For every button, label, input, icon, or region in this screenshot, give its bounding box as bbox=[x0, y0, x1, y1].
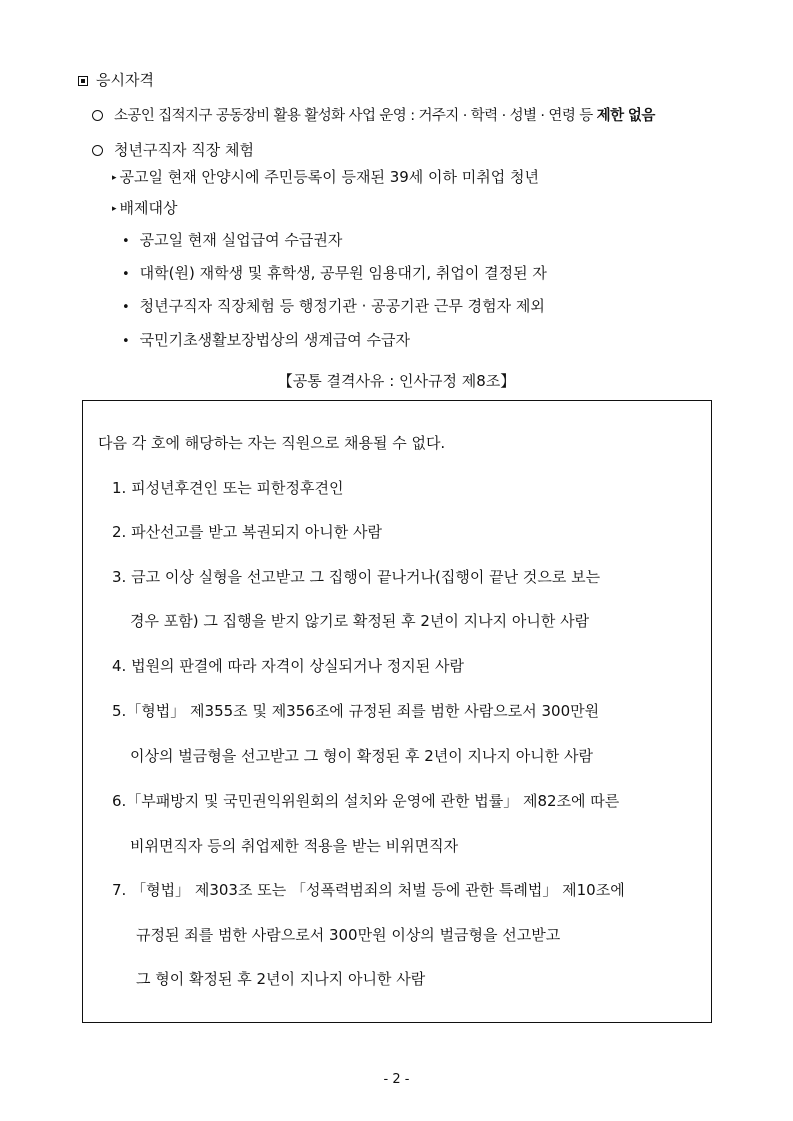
item-text: 소공인 집적지구 공동장비 활용 활성화 사업 운영 : 거주지 · 학력 · 성별 · 연령 등 bbox=[114, 108, 597, 124]
exclusion-text: 국민기초생활보장법상의 생계급여 수급자 bbox=[139, 331, 411, 349]
box-line: 경우 포함) 그 집행을 받지 않기로 확정된 후 2년이 지나지 아니한 사람 bbox=[130, 612, 590, 630]
item-text: 청년구직자 직장 체험 bbox=[114, 141, 254, 159]
dot-bullet-icon: • bbox=[122, 267, 130, 282]
exclusion-text: 청년구직자 직장체험 등 행정기관 · 공공기관 근무 경험자 제외 bbox=[139, 297, 545, 315]
item-emphasis: 제한 없음 bbox=[596, 108, 655, 124]
box-heading: 【공통 결격사유 : 인사규정 제8조】 bbox=[277, 372, 516, 390]
exclusion-item bbox=[122, 230, 342, 252]
box-line: 비위면직자 등의 취업제한 적용을 받는 비위면직자 bbox=[130, 837, 459, 855]
exclusion-item bbox=[122, 330, 410, 352]
exclusion-item bbox=[122, 263, 547, 285]
sub-item bbox=[112, 167, 539, 188]
list-item bbox=[92, 106, 655, 126]
box-line: 2. 파산선고를 받고 복권되지 아니한 사람 bbox=[112, 523, 382, 541]
box-line: 6.「부패방지 및 국민권익위원회의 설치와 운영에 관한 법률」 제82조에 따른 bbox=[112, 792, 620, 810]
box-line: 규정된 죄를 범한 사람으로서 300만원 이상의 벌금형을 선고받고 bbox=[136, 926, 561, 944]
triangle-bullet-icon: ▸ bbox=[112, 173, 117, 183]
circle-bullet-icon bbox=[92, 110, 103, 121]
box-intro: 다음 각 호에 해당하는 자는 직원으로 채용될 수 없다. bbox=[98, 434, 446, 452]
exclusion-text: 공고일 현재 실업급여 수급권자 bbox=[139, 231, 343, 249]
triangle-bullet-icon: ▸ bbox=[112, 204, 117, 214]
box-line: 7. 「형법」 제303조 또는 「성폭력범죄의 처벌 등에 관한 특례법」 제10조에 bbox=[112, 881, 625, 899]
circle-bullet-icon bbox=[92, 145, 103, 156]
dot-bullet-icon: • bbox=[122, 300, 130, 315]
dot-bullet-icon: • bbox=[122, 234, 130, 249]
box-line: 5.「형법」 제355조 및 제356조에 규정된 죄를 범한 사람으로서 300만원 bbox=[112, 702, 600, 720]
sub-item-text: 배제대상 bbox=[119, 199, 178, 217]
exclusion-item bbox=[122, 296, 545, 318]
exclusion-text: 대학(원) 재학생 및 휴학생, 공무원 임용대기, 취업이 결정된 자 bbox=[139, 264, 547, 282]
square-bullet-icon bbox=[78, 76, 88, 86]
box-line: 4. 법원의 판결에 따라 자격이 상실되거나 정지된 사람 bbox=[112, 657, 464, 675]
sub-item-text: 공고일 현재 안양시에 주민등록이 등재된 39세 이하 미취업 청년 bbox=[119, 168, 540, 186]
section-heading bbox=[78, 70, 154, 90]
dot-bullet-icon: • bbox=[122, 334, 130, 349]
box-line: 1. 피성년후견인 또는 피한정후견인 bbox=[112, 479, 344, 497]
sub-item bbox=[112, 198, 178, 219]
box-line: 이상의 벌금형을 선고받고 그 형이 확정된 후 2년이 지나지 아니한 사람 bbox=[130, 747, 593, 765]
page-number: - 2 - bbox=[383, 1072, 410, 1087]
box-line: 그 형이 확정된 후 2년이 지나지 아니한 사람 bbox=[136, 970, 426, 988]
list-item bbox=[92, 140, 254, 160]
section-title: 응시자격 bbox=[96, 71, 154, 89]
box-line: 3. 금고 이상 실형을 선고받고 그 집행이 끝나거나(집행이 끝난 것으로 보는 bbox=[112, 568, 601, 586]
